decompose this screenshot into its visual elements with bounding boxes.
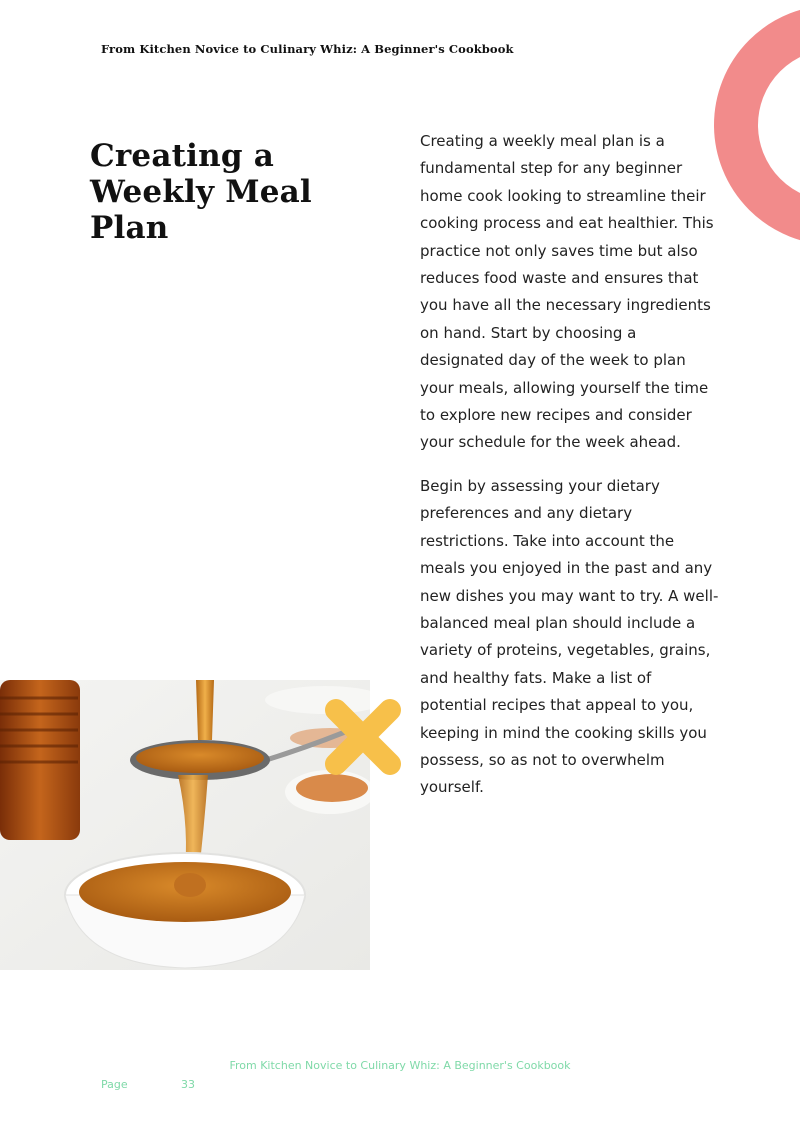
paragraph-1: Creating a weekly meal plan is a fundamental step for any beginner home cook looking to streamline their cooking process and eat healthier. This practice not only saves time but also reduces food waste and ensures that you have all the necessary ingredients on hand. Start by choosing a designated day of the week to plan your meals, allowing yourself the time to explore new recipes and consider your schedule for the week ahead. [420,132,714,452]
honey-spoon-photo [0,680,370,970]
footer-book-title: From Kitchen Novice to Culinary Whiz: A Beginner's Cookbook [229,1059,571,1072]
footer-page-number: 33 [181,1078,195,1091]
decorative-ring-shape [714,5,800,245]
paragraph-2: Begin by assessing your dietary preferences and any dietary restrictions. Take into account the meals you enjoyed in the past and any new dishes you may want to try. A well-balanced meal plan should include a variety of proteins, vegetables, grains, and healthy fats. Make a list of potential recipes that appeal to you, keeping in mind the cooking skills you possess, so as not to overwhelm yourself. [420,476,719,797]
footer-page-label: Page [101,1078,128,1091]
running-header: From Kitchen Novice to Culinary Whiz: A Beginner's Cookbook [101,42,514,56]
decorative-cross-shape [320,694,406,780]
page-title: Creating a Weekly Meal Plan [90,138,312,246]
body-text [420,128,720,818]
